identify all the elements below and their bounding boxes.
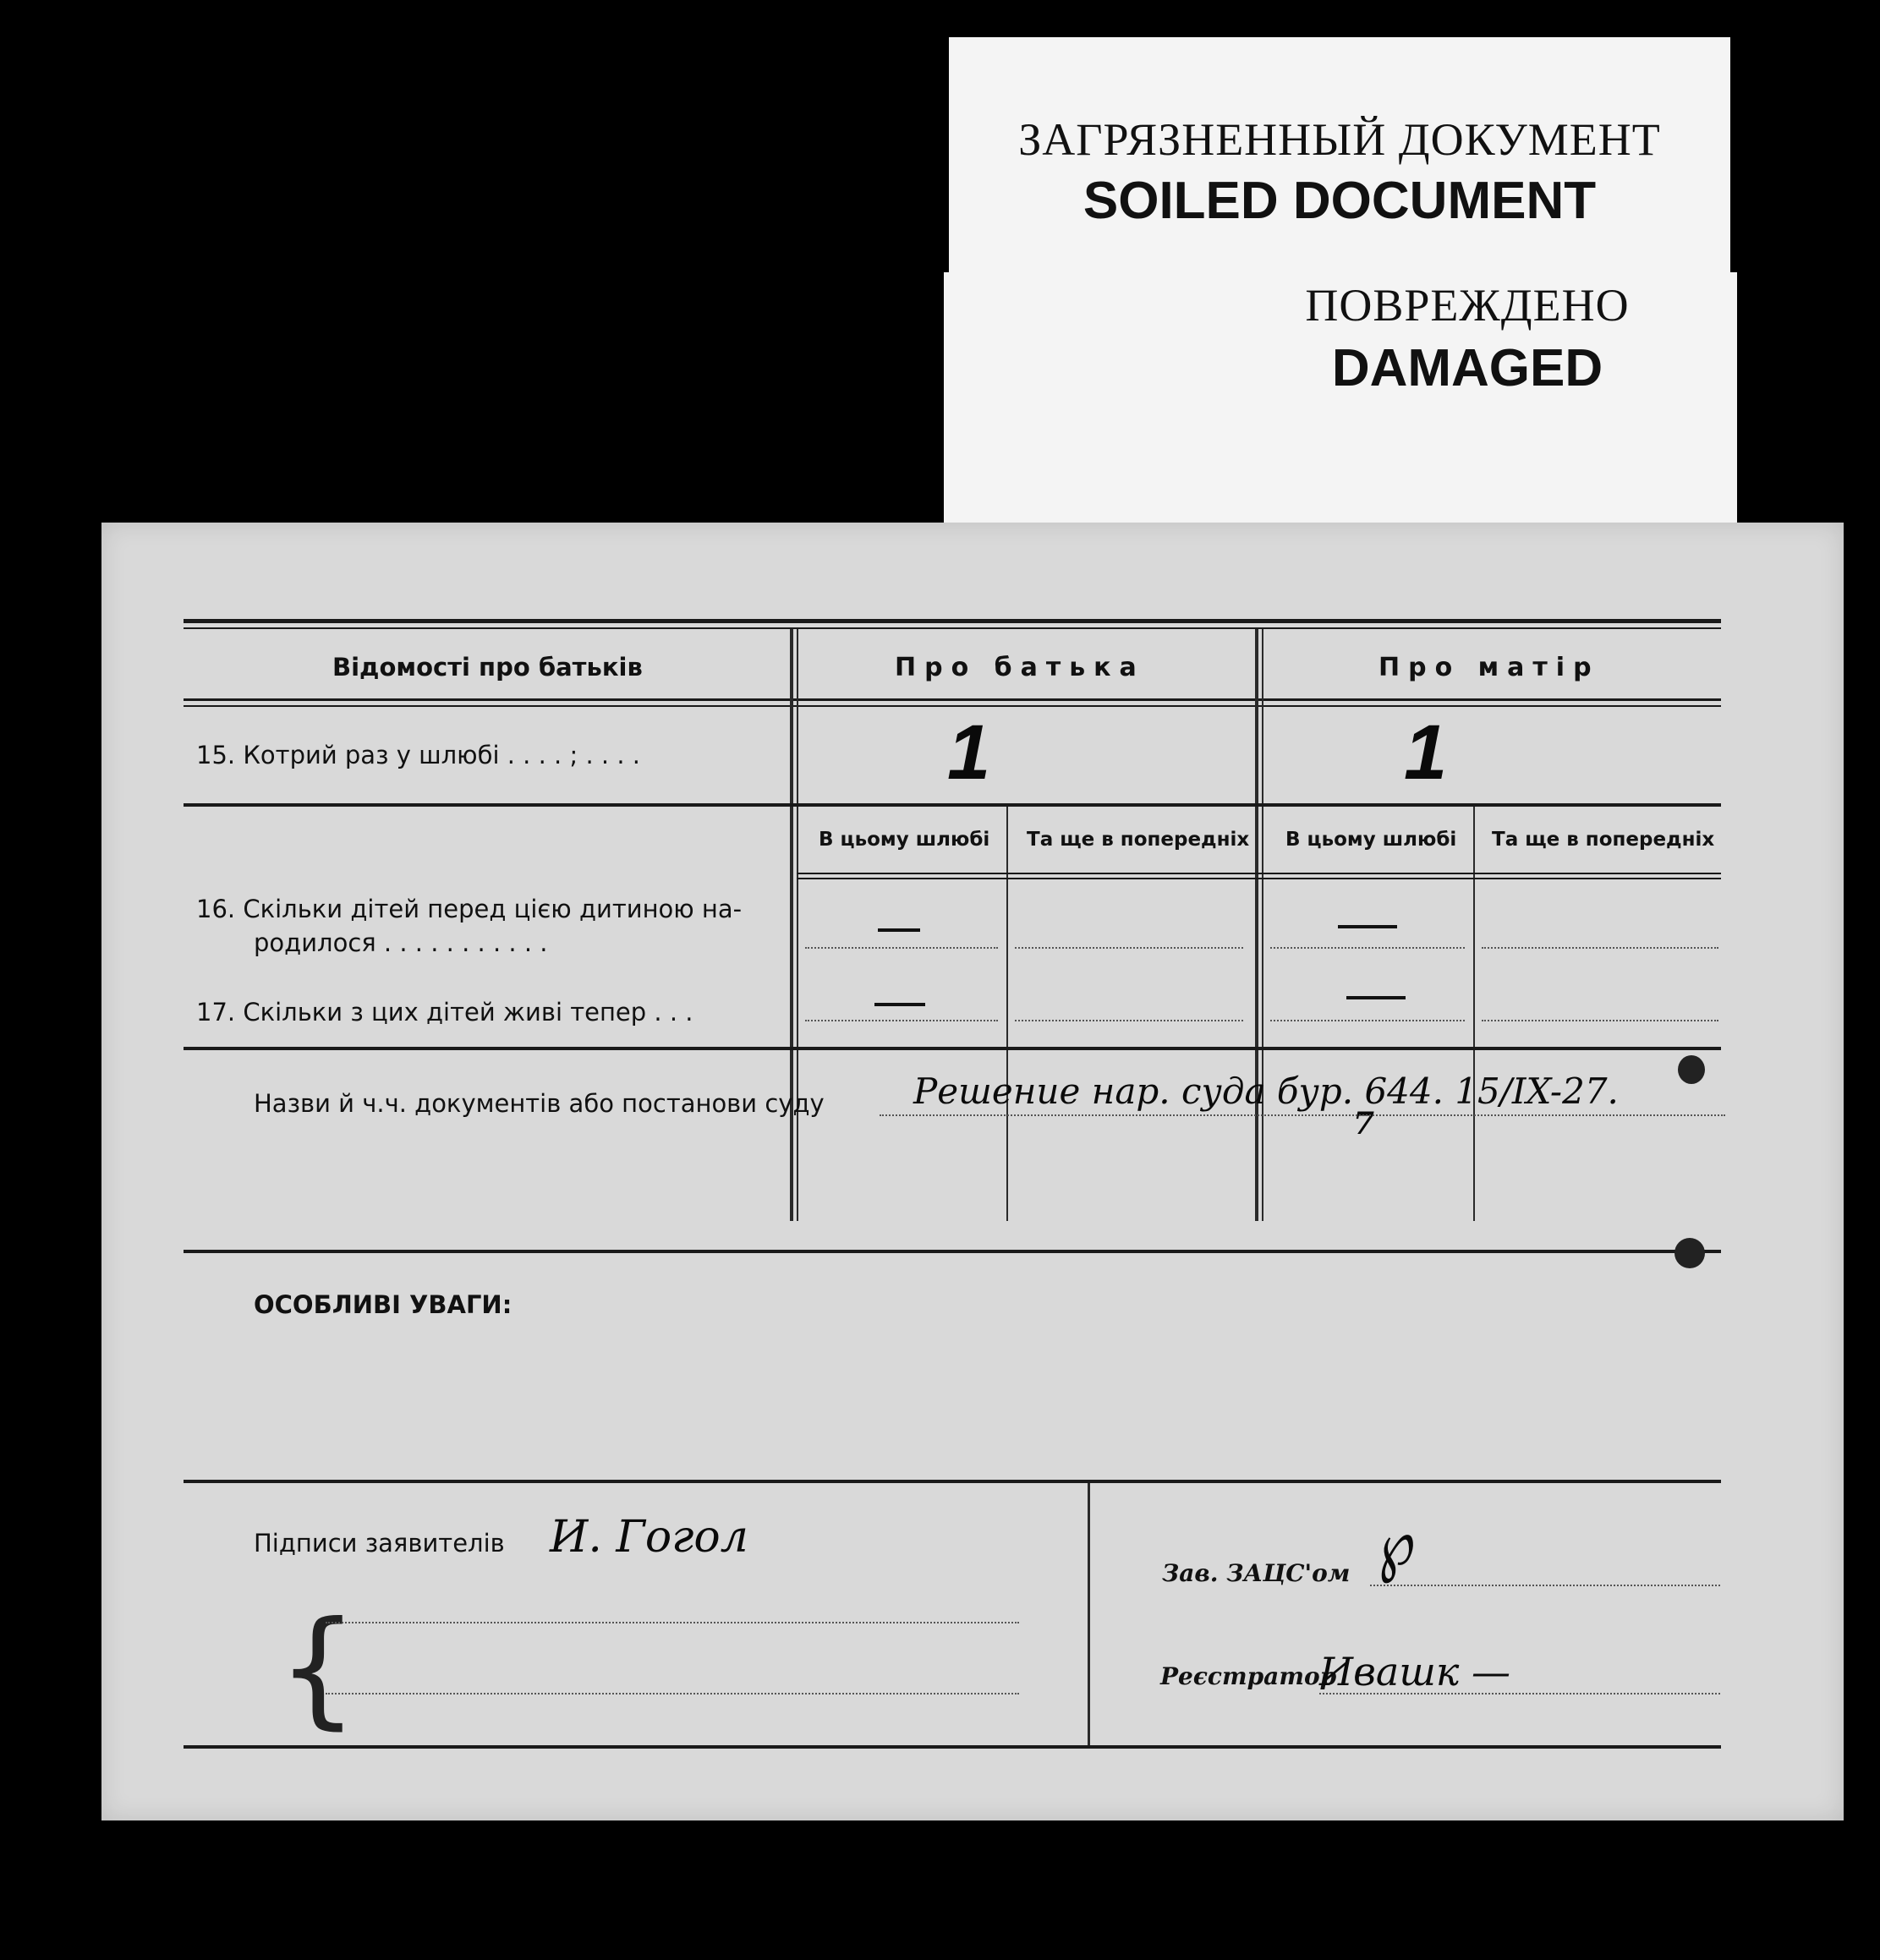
documents-line <box>880 1114 1725 1116</box>
row16-label-line2: родилося . . . . . . . . . . . <box>254 928 548 957</box>
row16-mother-this-line <box>1270 947 1465 949</box>
subheader-mother-this-marriage: В цьому шлюбі <box>1285 829 1457 851</box>
header-parents-info: Відомості про батьків <box>332 653 643 682</box>
table-top-rule-thin <box>184 627 1721 629</box>
applicant-line-1 <box>326 1622 1019 1623</box>
header-bottom-rule-thin <box>184 705 1721 707</box>
row15-label: 15. Котрий раз у шлюбі . . . . ; . . . . <box>196 741 640 769</box>
subheader-father-this-marriage: В цьому шлюбі <box>819 829 990 851</box>
registrar-label: Реєстратор <box>1160 1662 1337 1690</box>
subcolumn-divider-father <box>1006 807 1008 1221</box>
soiled-document-label <box>949 37 1730 291</box>
header-mother: Про матір <box>1378 653 1600 682</box>
head-registry-label: Зав. ЗАЦС'ом <box>1162 1559 1351 1587</box>
column-divider-father <box>790 629 793 1221</box>
registrar-line <box>1319 1693 1720 1694</box>
damaged-document-label <box>944 272 1737 526</box>
documents-label: Назви й ч.ч. документів або постанови суду <box>254 1089 825 1118</box>
remarks-label: ОСОБЛИВІ УВАГИ: <box>254 1290 512 1319</box>
row17-father-prev-line <box>1015 1020 1243 1021</box>
row17-father-dash <box>874 1003 925 1006</box>
row16-father-this-line <box>805 947 998 949</box>
head-registry-signature: ℘ <box>1359 1507 1422 1586</box>
subheader-rule <box>797 873 1721 874</box>
subheader-father-previous: Та ще в попередніх <box>1027 829 1250 851</box>
table-bottom-rule <box>184 1745 1721 1749</box>
damaged-label-en: DAMAGED <box>1331 339 1603 397</box>
subheader-mother-previous: Та ще в попередніх <box>1492 829 1715 851</box>
applicants-bracket: { <box>277 1595 359 1742</box>
ink-blot <box>1678 1055 1705 1084</box>
subheader-rule-thin <box>797 878 1721 879</box>
row15-bottom-rule <box>184 803 1721 807</box>
row16-father-dash <box>878 928 920 932</box>
signatures-divider <box>1088 1483 1090 1745</box>
row17-father-this-line <box>805 1020 998 1021</box>
subcolumn-divider-mother <box>1473 807 1475 1221</box>
registration-form-card <box>101 523 1844 1820</box>
row16-mother-dash <box>1338 925 1397 928</box>
signatures-top-rule <box>184 1480 1721 1483</box>
row15-mother-value: 1 <box>1404 709 1448 796</box>
documents-value: Решение нар. суда бур. 644. 15/IX-27. <box>913 1070 1619 1112</box>
header-father: Про батька <box>895 653 1145 682</box>
column-divider-father-thin <box>797 629 798 1221</box>
column-divider-mother-thin <box>1262 629 1263 1221</box>
applicants-signature-label: Підписи заявителів <box>254 1529 505 1558</box>
head-registry-line <box>1370 1585 1720 1586</box>
soiled-label-en: SOILED DOCUMENT <box>1083 172 1597 230</box>
documents-mark: 7 <box>1353 1106 1375 1142</box>
row17-mother-this-line <box>1270 1020 1465 1021</box>
row16-mother-prev-line <box>1482 947 1718 949</box>
remarks-top-rule <box>184 1250 1721 1253</box>
applicants-signature: И. Гогол <box>550 1512 748 1563</box>
row17-bottom-rule <box>184 1047 1721 1050</box>
row16-father-prev-line <box>1015 947 1243 949</box>
row15-father-value: 1 <box>947 709 991 796</box>
damaged-label-ru: ПОВРЕЖДЕНО <box>1305 280 1630 331</box>
table-top-rule <box>184 619 1721 623</box>
header-bottom-rule <box>184 698 1721 701</box>
soiled-label-ru: ЗАГРЯЗНЕННЫЙ ДОКУМЕНТ <box>1018 114 1661 165</box>
applicant-line-2 <box>326 1693 1019 1694</box>
row17-mother-prev-line <box>1482 1020 1718 1021</box>
row17-label: 17. Скільки з цих дітей живі тепер . . . <box>196 998 693 1027</box>
row17-mother-dash <box>1346 996 1406 999</box>
row16-label-line1: 16. Скільки дітей перед цією дитиною на- <box>196 895 743 923</box>
ink-blot-2 <box>1674 1238 1705 1268</box>
registrar-signature: Ивашк — <box>1319 1649 1510 1694</box>
column-divider-mother <box>1255 629 1258 1221</box>
